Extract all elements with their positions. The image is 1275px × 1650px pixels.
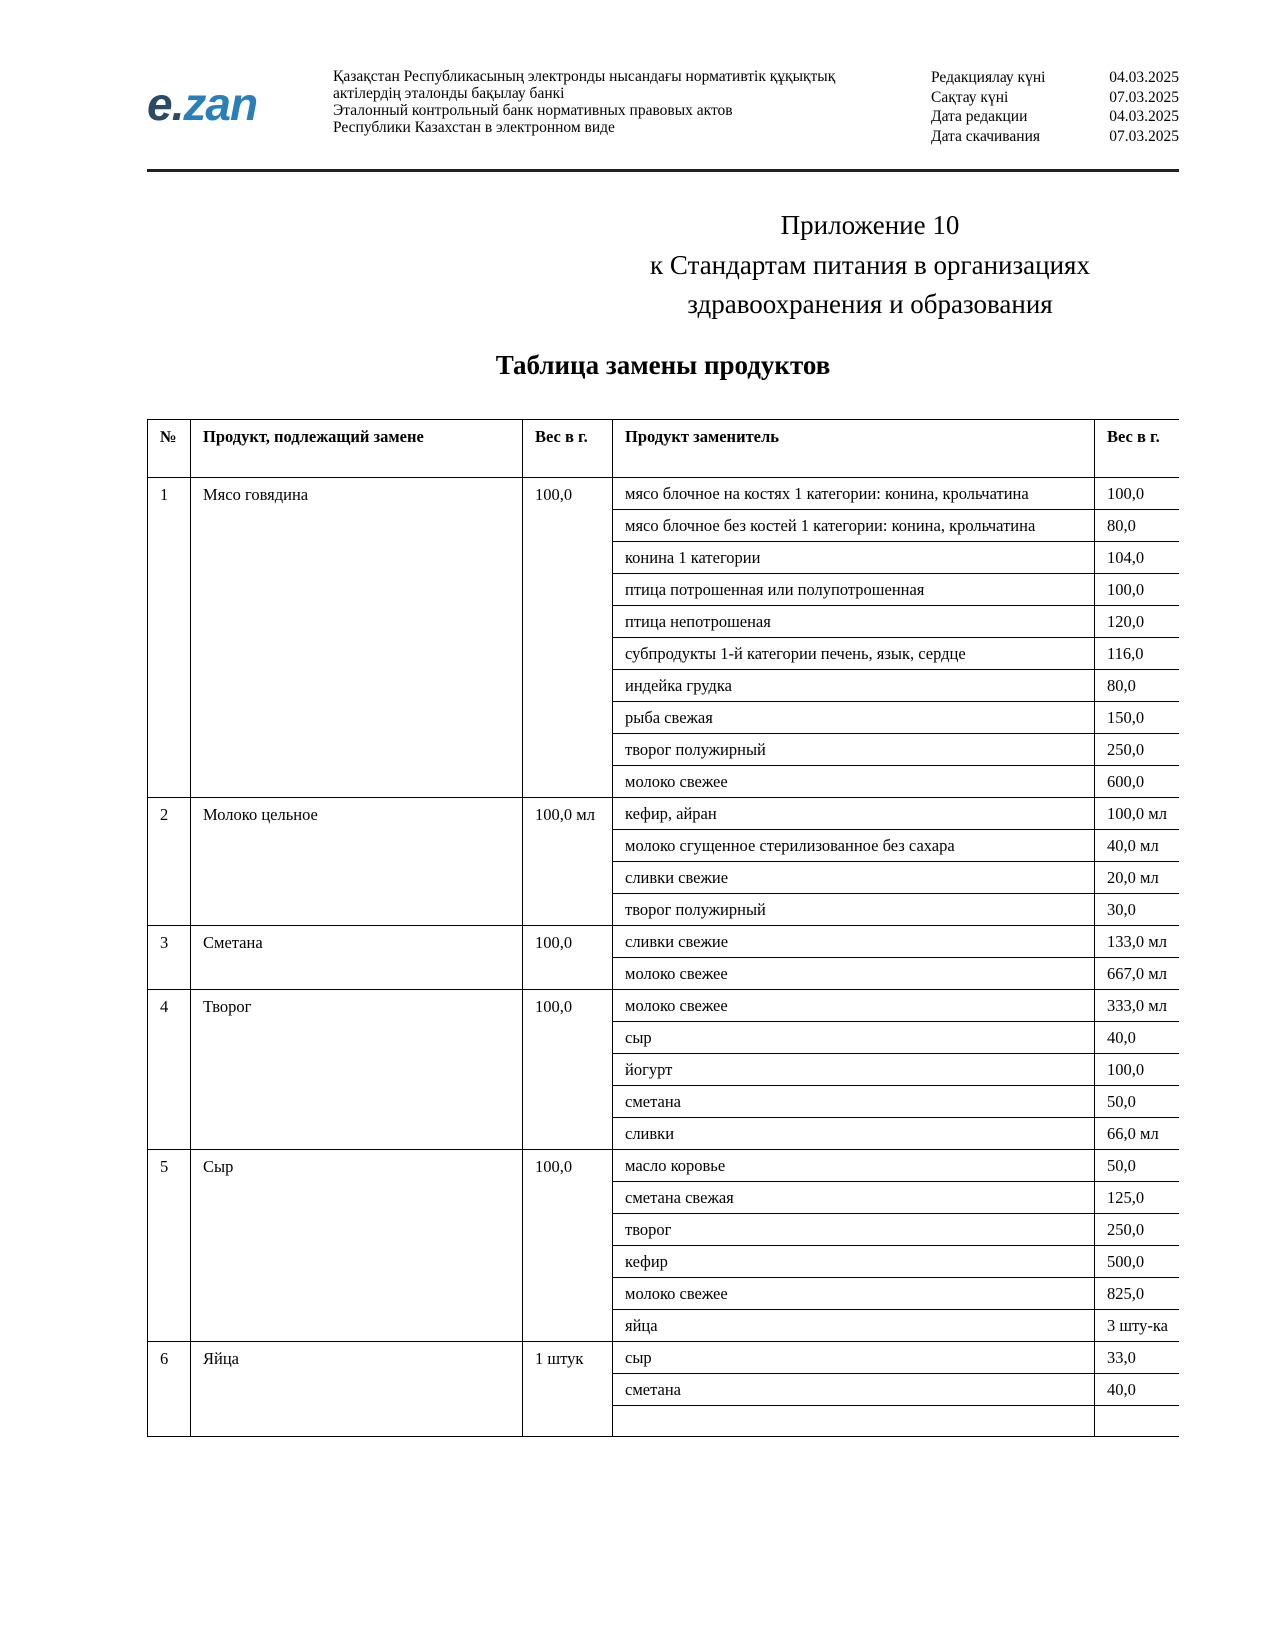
- header-cell-number: №: [148, 420, 191, 478]
- substitute-weight-cell: 50,0: [1095, 1150, 1180, 1182]
- substitute-weight-cell: 66,0 мл: [1095, 1118, 1180, 1150]
- substitute-cell: мясо блочное на костях 1 категории: конина, крольчатина: [613, 478, 1095, 510]
- header-description: [333, 68, 893, 136]
- document-title: Таблица замены продуктов: [495, 350, 831, 380]
- substitute-weight-cell: 50,0: [1095, 1086, 1180, 1118]
- appendix-reference: [600, 206, 1140, 325]
- substitute-weight-cell: 120,0: [1095, 606, 1180, 638]
- substitute-weight-cell: 667,0 мл: [1095, 958, 1180, 990]
- document-header: [147, 66, 1179, 170]
- meta-value: 07.03.2025: [1109, 88, 1179, 106]
- substitute-weight-cell: 116,0: [1095, 638, 1180, 670]
- header-divider: [147, 169, 1179, 172]
- substitute-cell: яйца: [613, 1310, 1095, 1342]
- table-row: [148, 1150, 1180, 1182]
- product-cell: Молоко цельное: [191, 798, 523, 926]
- product-cell: Творог: [191, 990, 523, 1150]
- substitute-cell: сметана свежая: [613, 1182, 1095, 1214]
- substitute-cell: сливки: [613, 1118, 1095, 1150]
- substitute-cell: сливки свежие: [613, 926, 1095, 958]
- substitute-cell: сыр: [613, 1022, 1095, 1054]
- substitute-weight-cell: 500,0: [1095, 1246, 1180, 1278]
- header-description-line: актілердің эталонды бақылау банкі: [333, 85, 565, 102]
- product-cell: Яйца: [191, 1342, 523, 1437]
- substitute-cell: молоко свежее: [613, 990, 1095, 1022]
- substitute-cell: сметана: [613, 1086, 1095, 1118]
- substitute-cell: конина 1 категории: [613, 542, 1095, 574]
- substitute-weight-cell: [1095, 1406, 1180, 1437]
- substitute-weight-cell: 3 шту-ка: [1095, 1310, 1180, 1342]
- meta-row: [931, 127, 1179, 147]
- product-cell: Мясо говядина: [191, 478, 523, 798]
- table-row: [148, 798, 1180, 830]
- substitute-cell: молоко сгущенное стерилизованное без сахара: [613, 830, 1095, 862]
- substitute-cell: творог полужирный: [613, 894, 1095, 926]
- substitute-cell: сметана: [613, 1374, 1095, 1406]
- substitute-cell: рыба свежая: [613, 702, 1095, 734]
- meta-row: [931, 68, 1179, 88]
- substitute-weight-cell: 30,0: [1095, 894, 1180, 926]
- substitute-weight-cell: 80,0: [1095, 510, 1180, 542]
- meta-label: Редакциялау күні: [931, 69, 1046, 86]
- meta-label: Дата редакции: [931, 108, 1028, 125]
- num-cell: 3: [148, 926, 191, 990]
- num-cell: 5: [148, 1150, 191, 1342]
- substitute-cell: [613, 1406, 1095, 1437]
- num-cell: 2: [148, 798, 191, 926]
- substitute-cell: субпродукты 1-й категории печень, язык, сердце: [613, 638, 1095, 670]
- product-weight-cell: 100,0: [523, 478, 613, 798]
- meta-value: 04.03.2025: [1109, 69, 1179, 86]
- substitute-weight-cell: 600,0: [1095, 766, 1180, 798]
- substitute-weight-cell: 125,0: [1095, 1182, 1180, 1214]
- header-cell-weight: Вес в г.: [523, 420, 613, 478]
- substitute-weight-cell: 33,0: [1095, 1342, 1180, 1374]
- num-cell: 4: [148, 990, 191, 1150]
- substitute-cell: мясо блочное без костей 1 категории: конина, крольчатина: [613, 510, 1095, 542]
- table-body: [148, 478, 1180, 1437]
- meta-label: Сақтау күні: [931, 88, 1009, 106]
- substitute-cell: молоко свежее: [613, 766, 1095, 798]
- table-row: [148, 1342, 1180, 1374]
- substitute-weight-cell: 40,0 мл: [1095, 830, 1180, 862]
- substitute-cell: птица непотрошеная: [613, 606, 1095, 638]
- substitute-weight-cell: 250,0: [1095, 1214, 1180, 1246]
- substitute-weight-cell: 40,0: [1095, 1022, 1180, 1054]
- product-replacement-table: [147, 419, 1179, 1437]
- table-row: [148, 926, 1180, 958]
- product-weight-cell: 100,0 мл: [523, 798, 613, 926]
- substitute-cell: молоко свежее: [613, 958, 1095, 990]
- substitute-weight-cell: 100,0 мл: [1095, 798, 1180, 830]
- substitute-cell: творог полужирный: [613, 734, 1095, 766]
- header-cell-product: Продукт, подлежащий замене: [191, 420, 523, 478]
- product-cell: Сыр: [191, 1150, 523, 1342]
- table-row: [148, 990, 1180, 1022]
- header-meta: [931, 68, 1179, 146]
- substitute-weight-cell: 250,0: [1095, 734, 1180, 766]
- num-cell: 6: [148, 1342, 191, 1437]
- substitute-cell: йогурт: [613, 1054, 1095, 1086]
- substitute-cell: творог: [613, 1214, 1095, 1246]
- substitute-cell: молоко свежее: [613, 1278, 1095, 1310]
- substitute-weight-cell: 20,0 мл: [1095, 862, 1180, 894]
- substitute-cell: индейка грудка: [613, 670, 1095, 702]
- header-description-line: Қазақстан Республикасының электронды нысандағы нормативтік құқықтық: [333, 68, 836, 85]
- substitute-cell: сливки свежие: [613, 862, 1095, 894]
- substitute-weight-cell: 100,0: [1095, 574, 1180, 606]
- appendix-line: к Стандартам питания в организациях: [650, 249, 1090, 280]
- substitute-cell: сыр: [613, 1342, 1095, 1374]
- substitute-cell: кефир: [613, 1246, 1095, 1278]
- appendix-line: здравоохранения и образования: [687, 289, 1053, 319]
- table-row: [148, 478, 1180, 510]
- substitute-weight-cell: 80,0: [1095, 670, 1180, 702]
- num-cell: 1: [148, 478, 191, 798]
- product-weight-cell: 100,0: [523, 1150, 613, 1342]
- substitute-weight-cell: 104,0: [1095, 542, 1180, 574]
- appendix-line: Приложение 10: [780, 210, 960, 240]
- substitute-weight-cell: 150,0: [1095, 702, 1180, 734]
- substitute-weight-cell: 40,0: [1095, 1374, 1180, 1406]
- header-cell-substitute: Продукт заменитель: [613, 420, 1095, 478]
- substitute-cell: птица потрошенная или полупотрошенная: [613, 574, 1095, 606]
- header-description-line: Республики Казахстан в электронном виде: [333, 119, 615, 136]
- meta-row: [931, 107, 1179, 127]
- table-header-row: [148, 420, 1180, 478]
- substitute-weight-cell: 133,0 мл: [1095, 926, 1180, 958]
- substitute-cell: масло коровье: [613, 1150, 1095, 1182]
- product-cell: Сметана: [191, 926, 523, 990]
- product-weight-cell: 100,0: [523, 926, 613, 990]
- meta-row: [931, 88, 1179, 108]
- header-description-line: Эталонный контрольный банк нормативных правовых актов: [333, 102, 733, 119]
- ezan-logo: e.zan: [147, 78, 258, 130]
- meta-value: 04.03.2025: [1109, 108, 1179, 125]
- product-weight-cell: 1 штук: [523, 1342, 613, 1437]
- meta-label: Дата скачивания: [931, 127, 1041, 145]
- substitute-weight-cell: 100,0: [1095, 478, 1180, 510]
- header-cell-substitute-weight: Вес в г.: [1095, 420, 1180, 478]
- table-container: [147, 419, 1179, 1580]
- substitute-weight-cell: 333,0 мл: [1095, 990, 1180, 1022]
- substitute-cell: кефир, айран: [613, 798, 1095, 830]
- substitute-weight-cell: 100,0: [1095, 1054, 1180, 1086]
- meta-value: 07.03.2025: [1109, 127, 1179, 145]
- substitute-weight-cell: 825,0: [1095, 1278, 1180, 1310]
- product-weight-cell: 100,0: [523, 990, 613, 1150]
